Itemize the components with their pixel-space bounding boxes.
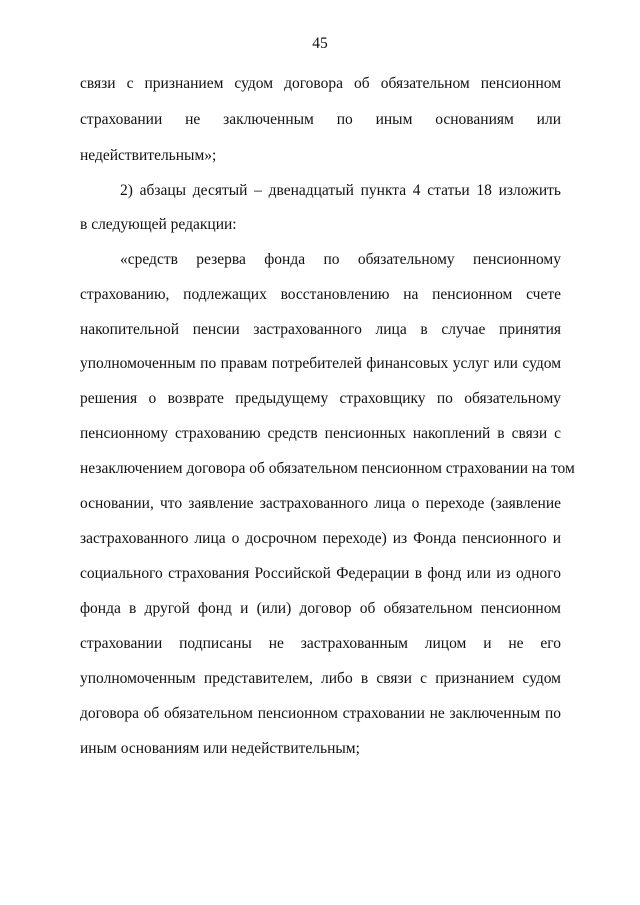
- text-line: фонда в другой фонд и (или) договор об обязательном пенсионном: [80, 600, 561, 617]
- text-line: основании, что заявление застрахованного лица о переходе (заявление: [80, 495, 561, 512]
- text-line: социального страхования Российской Федерации в фонд или из одного: [80, 565, 561, 582]
- text-line: страхованию, подлежащих восстановлению на пенсионном счете: [80, 286, 561, 303]
- text-line: страховании не заключенным по иным основаниям или: [80, 111, 561, 128]
- text-line: недействительным»;: [80, 147, 217, 164]
- text-line: застрахованного лица о досрочном переходе) из Фонда пенсионного и: [80, 530, 561, 547]
- text-line: связи с признанием судом договора об обязательном пенсионном: [80, 75, 561, 92]
- text-line: уполномоченным по правам потребителей финансовых услуг или судом: [80, 355, 561, 372]
- text-line: 2) абзацы десятый – двенадцатый пункта 4 статьи 18 изложить: [120, 182, 561, 199]
- text-line: решения о возврате предыдущему страховщику по обязательному: [80, 390, 561, 407]
- text-line: иным основаниям или недействительным;: [80, 740, 360, 757]
- text-line: «средств резерва фонда по обязательному пенсионному: [120, 251, 561, 268]
- text-line: в следующей редакции:: [80, 216, 237, 233]
- text-line: страховании подписаны не застрахованным лицом и не его: [80, 635, 561, 652]
- text-line: незаключением договора об обязательном пенсионном страховании на том: [80, 460, 575, 477]
- text-line: пенсионному страхованию средств пенсионных накоплений в связи с: [80, 425, 561, 442]
- text-line: уполномоченным представителем, либо в связи с признанием судом: [80, 670, 561, 687]
- text-line: договора об обязательном пенсионном страховании не заключенным по: [80, 705, 561, 722]
- text-line: накопительной пенсии застрахованного лица в случае принятия: [80, 321, 561, 338]
- page-number: 45: [312, 35, 328, 52]
